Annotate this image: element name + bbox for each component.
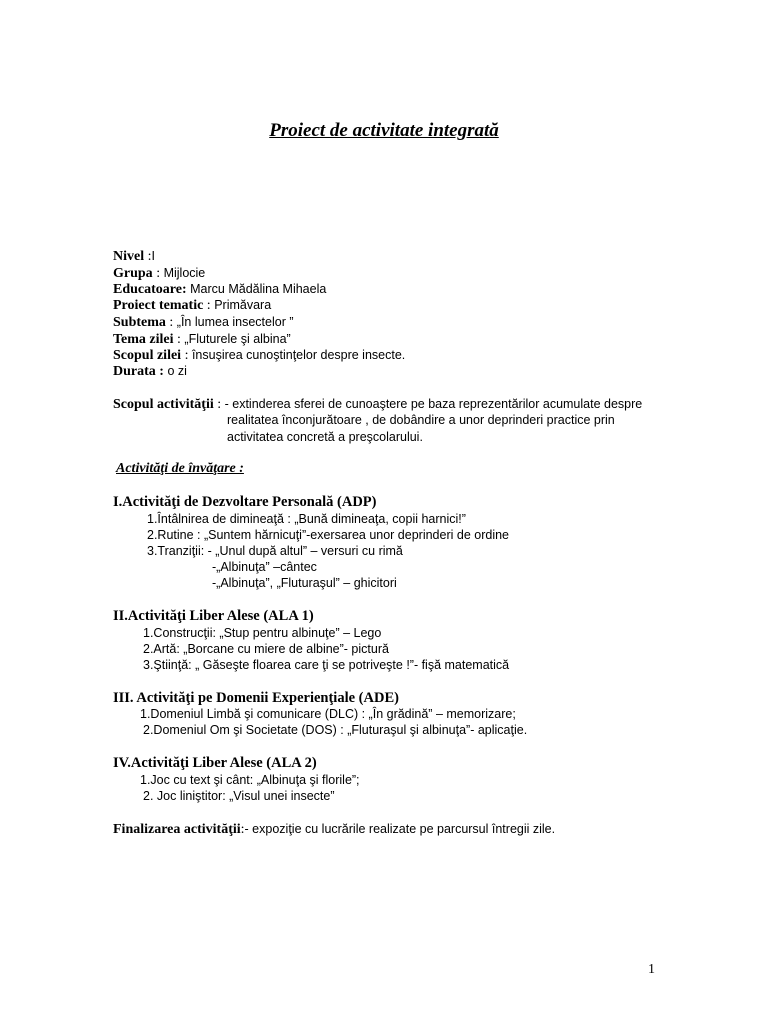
info-label: Tema zilei [113,332,174,347]
info-sep: : [165,315,177,330]
info-label: Grupa [113,266,153,281]
final-sep: : [240,822,245,837]
info-durata [113,363,187,380]
activity-item: 2.Domeniul Om şi Societate (DOS) : „Fluturaşul şi albinuţa”- aplicaţie. [143,723,528,737]
info-label: Proiect tematic [113,298,204,313]
info-nivel [113,248,155,265]
document-title: Proiect de activitate integrată [269,120,499,141]
section-heading: IV.Activităţi Liber Alese (ALA 2) [113,755,317,771]
info-value: o zi [167,364,187,378]
info-sep: : [144,249,152,264]
info-educatoare [113,281,326,298]
info-grupa [113,265,205,282]
activity-item: 2.Artă: „Borcane cu miere de albine”- pictură [143,642,389,656]
info-value: Mijlocie [163,266,206,280]
activity-item: 2.Rutine : „Suntem hărnicuţi”-exersarea unor deprinderi de ordine [147,528,509,542]
activity-item: 1.Domeniul Limbă şi comunicare (DLC) : „În grădină” – memorizare; [140,707,516,721]
final-label: Finalizarea activităţii [113,822,241,837]
final-activity [113,821,555,838]
activity-item: 1.Construcţii: „Stup pentru albinuţe” – Lego [143,626,382,640]
info-scopul-zilei [113,347,405,364]
activity-item: 3.Tranziţii: - „Unul după altul” – versuri cu rimă [147,544,403,558]
final-value: - expoziţie cu lucrările realizate pe parcursul întregii zile. [244,822,556,836]
info-sep: : [152,266,164,281]
info-tema-zilei [113,331,291,348]
activity-item: 2. Joc liniştitor: „Visul unei insecte” [143,789,335,803]
section-heading: III. Activităţi pe Domenii Experienţiale (ADE) [113,690,399,706]
activity-item: -„Albinuţa” –cântec [212,560,317,574]
info-subtema [113,314,294,331]
scope-line: - extinderea sferei de cunoaştere pe baza reprezentărilor acumulate despre [224,397,643,411]
info-value: însuşirea cunoştinţelor despre insecte. [191,348,406,362]
info-sep: : [173,332,185,347]
info-label: Scopul zilei [113,348,182,363]
scope-activity [113,396,642,413]
info-value: „Fluturele şi albina” [184,332,291,346]
activity-item: 1.Întâlnirea de dimineaţă : „Bună dimineaţa, copii harnici!” [147,512,466,526]
scope-label: Scopul activităţii [113,397,214,412]
info-label: Subtema [113,315,166,330]
activity-item: -„Albinuţa”, „Fluturaşul” – ghicitori [212,576,397,590]
scope-line: activitatea concretă a preşcolarului. [227,430,423,444]
section-heading: I.Activităţi de Dezvoltare Personală (ADP) [113,494,377,510]
info-label: Nivel [113,249,145,264]
page-number: 1 [648,962,655,977]
info-value: Primăvara [214,298,272,312]
info-sep: : [181,348,192,363]
info-sep: : [203,298,215,313]
scope-sep: : [213,397,225,412]
section-heading: II.Activităţi Liber Alese (ALA 1) [113,608,314,624]
activity-item: 1.Joc cu text şi cânt: „Albinuţa şi florile”; [140,773,360,787]
activities-heading: Activităţi de învăţare : [116,461,244,476]
info-value: „În lumea insectelor ” [176,315,294,329]
activity-item: 3.Ştiinţă: „ Găseşte floarea care ţi se potriveşte !”- fişă matematică [143,658,510,672]
scope-line: realitatea înconjurătoare , de dobândire a unor deprinderi practice prin [227,413,615,427]
info-label: Durata : [113,364,164,379]
info-label: Educatoare: [113,282,187,297]
info-proiect-tematic [113,297,271,314]
info-value: Marcu Mădălina Mihaela [190,282,327,296]
info-value: I [151,249,155,263]
